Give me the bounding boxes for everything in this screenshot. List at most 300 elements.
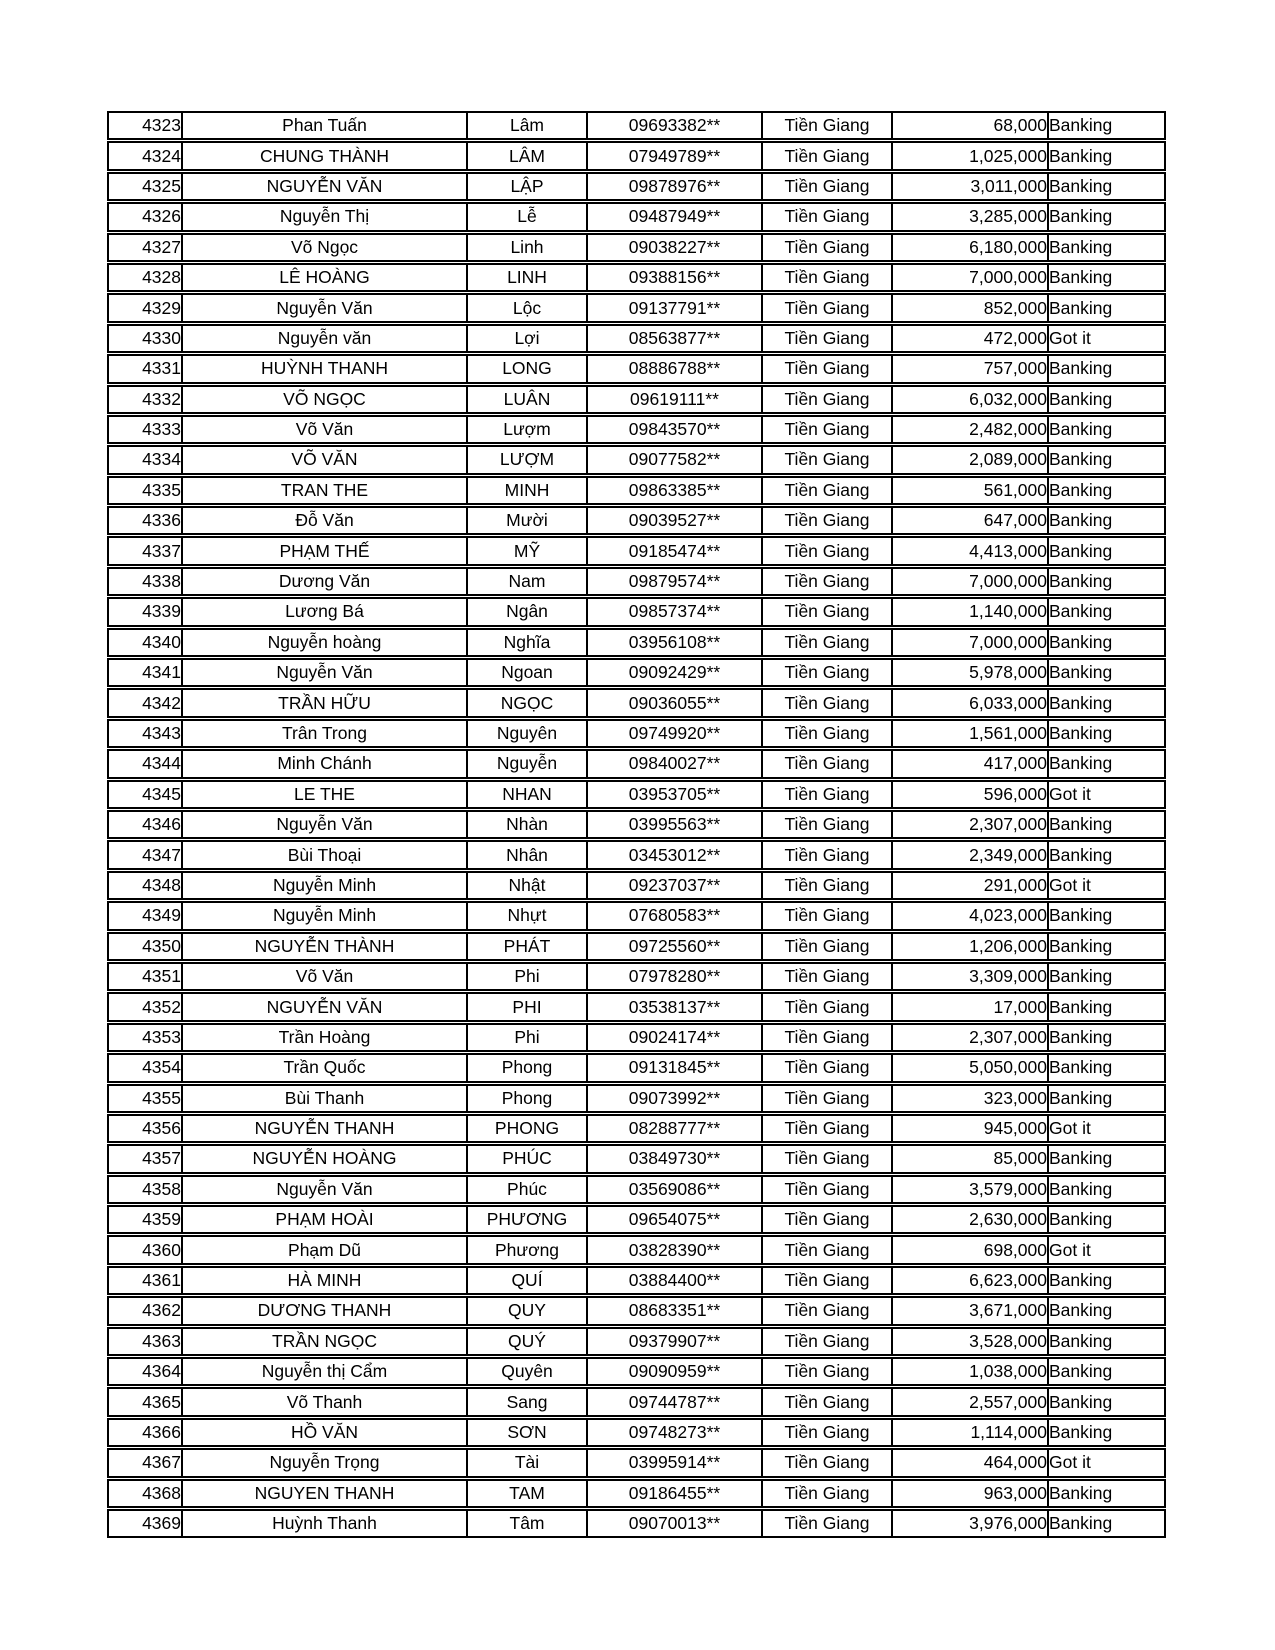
amount-cell: 852,000 (893, 293, 1049, 322)
first-name-cell: Dương Văn (183, 567, 468, 596)
status-cell: Banking (1049, 901, 1166, 930)
province-cell: Tiền Giang (763, 810, 893, 839)
first-name-cell: Nguyễn Văn (183, 293, 468, 322)
amount-cell: 2,557,000 (893, 1387, 1049, 1416)
row-id-cell: 4347 (107, 840, 183, 869)
amount-cell: 5,050,000 (893, 1053, 1049, 1082)
province-cell: Tiền Giang (763, 172, 893, 201)
first-name-cell: NGUYỄN THÀNH (183, 932, 468, 961)
status-cell: Banking (1049, 628, 1166, 657)
table-row (107, 445, 1166, 474)
row-id-cell: 4329 (107, 293, 183, 322)
province-cell: Tiền Giang (763, 324, 893, 353)
amount-cell: 4,023,000 (893, 901, 1049, 930)
table-row (107, 385, 1166, 414)
province-cell: Tiền Giang (763, 385, 893, 414)
province-cell: Tiền Giang (763, 1296, 893, 1325)
phone-cell: 09077582** (588, 445, 763, 474)
amount-cell: 323,000 (893, 1084, 1049, 1113)
table-row (107, 1509, 1166, 1538)
last-name-cell: QUÝ (468, 1327, 588, 1356)
status-cell: Banking (1049, 354, 1166, 383)
amount-cell: 1,114,000 (893, 1418, 1049, 1447)
table-row (107, 1205, 1166, 1234)
last-name-cell: TAM (468, 1479, 588, 1508)
last-name-cell: Lộc (468, 293, 588, 322)
phone-cell: 08683351** (588, 1296, 763, 1325)
province-cell: Tiền Giang (763, 536, 893, 565)
status-cell: Banking (1049, 1266, 1166, 1295)
table-row (107, 1296, 1166, 1325)
first-name-cell: Nguyễn hoàng (183, 628, 468, 657)
first-name-cell: PHẠM THẾ (183, 536, 468, 565)
status-cell: Banking (1049, 962, 1166, 991)
first-name-cell: LE THE (183, 780, 468, 809)
amount-cell: 3,579,000 (893, 1175, 1049, 1204)
table-row (107, 1479, 1166, 1508)
table-row (107, 992, 1166, 1021)
first-name-cell: Nguyễn Văn (183, 658, 468, 687)
status-cell: Banking (1049, 992, 1166, 1021)
status-cell: Got it (1049, 780, 1166, 809)
row-id-cell: 4349 (107, 901, 183, 930)
table-row (107, 1387, 1166, 1416)
last-name-cell: Linh (468, 233, 588, 262)
status-cell: Banking (1049, 445, 1166, 474)
phone-cell: 03828390** (588, 1235, 763, 1264)
amount-cell: 472,000 (893, 324, 1049, 353)
last-name-cell: Tâm (468, 1509, 588, 1538)
last-name-cell: Nghĩa (468, 628, 588, 657)
amount-cell: 561,000 (893, 476, 1049, 505)
province-cell: Tiền Giang (763, 840, 893, 869)
last-name-cell: Nhàn (468, 810, 588, 839)
phone-cell: 09092429** (588, 658, 763, 687)
status-cell: Banking (1049, 1205, 1166, 1234)
row-id-cell: 4363 (107, 1327, 183, 1356)
amount-cell: 2,630,000 (893, 1205, 1049, 1234)
row-id-cell: 4355 (107, 1084, 183, 1113)
status-cell: Banking (1049, 263, 1166, 292)
row-id-cell: 4332 (107, 385, 183, 414)
first-name-cell: LÊ HOÀNG (183, 263, 468, 292)
table-row (107, 962, 1166, 991)
amount-cell: 7,000,000 (893, 628, 1049, 657)
first-name-cell: Phan Tuấn (183, 111, 468, 140)
province-cell: Tiền Giang (763, 1418, 893, 1447)
last-name-cell: NHAN (468, 780, 588, 809)
first-name-cell: Nguyễn Minh (183, 871, 468, 900)
first-name-cell: TRẦN HỮU (183, 688, 468, 717)
last-name-cell: Lượm (468, 415, 588, 444)
first-name-cell: Võ Văn (183, 962, 468, 991)
province-cell: Tiền Giang (763, 1357, 893, 1386)
table-row (107, 1266, 1166, 1295)
table-row (107, 1235, 1166, 1264)
amount-cell: 6,623,000 (893, 1266, 1049, 1295)
province-cell: Tiền Giang (763, 263, 893, 292)
phone-cell: 09379907** (588, 1327, 763, 1356)
first-name-cell: HỒ VĂN (183, 1418, 468, 1447)
amount-cell: 963,000 (893, 1479, 1049, 1508)
status-cell: Banking (1049, 932, 1166, 961)
table-row (107, 1053, 1166, 1082)
table-row (107, 506, 1166, 535)
last-name-cell: Quyên (468, 1357, 588, 1386)
amount-cell: 1,206,000 (893, 932, 1049, 961)
status-cell: Banking (1049, 719, 1166, 748)
last-name-cell: Phong (468, 1053, 588, 1082)
province-cell: Tiền Giang (763, 233, 893, 262)
last-name-cell: Nam (468, 567, 588, 596)
province-cell: Tiền Giang (763, 597, 893, 626)
amount-cell: 3,976,000 (893, 1509, 1049, 1538)
status-cell: Banking (1049, 810, 1166, 839)
phone-cell: 09237037** (588, 871, 763, 900)
last-name-cell: PHÚC (468, 1144, 588, 1173)
row-id-cell: 4356 (107, 1114, 183, 1143)
phone-cell: 09090959** (588, 1357, 763, 1386)
province-cell: Tiền Giang (763, 688, 893, 717)
last-name-cell: Lễ (468, 202, 588, 231)
first-name-cell: Võ Văn (183, 415, 468, 444)
province-cell: Tiền Giang (763, 962, 893, 991)
table-row (107, 871, 1166, 900)
row-id-cell: 4346 (107, 810, 183, 839)
table-row (107, 1357, 1166, 1386)
first-name-cell: NGUYỄN VĂN (183, 172, 468, 201)
amount-cell: 698,000 (893, 1235, 1049, 1264)
table-row (107, 202, 1166, 231)
province-cell: Tiền Giang (763, 293, 893, 322)
amount-cell: 647,000 (893, 506, 1049, 535)
amount-cell: 757,000 (893, 354, 1049, 383)
row-id-cell: 4350 (107, 932, 183, 961)
status-cell: Banking (1049, 1144, 1166, 1173)
phone-cell: 09131845** (588, 1053, 763, 1082)
row-id-cell: 4366 (107, 1418, 183, 1447)
province-cell: Tiền Giang (763, 992, 893, 1021)
row-id-cell: 4345 (107, 780, 183, 809)
last-name-cell: Tài (468, 1448, 588, 1477)
row-id-cell: 4338 (107, 567, 183, 596)
amount-cell: 3,528,000 (893, 1327, 1049, 1356)
first-name-cell: HÀ MINH (183, 1266, 468, 1295)
status-cell: Banking (1049, 111, 1166, 140)
amount-cell: 291,000 (893, 871, 1049, 900)
first-name-cell: Minh Chánh (183, 749, 468, 778)
amount-cell: 6,032,000 (893, 385, 1049, 414)
row-id-cell: 4324 (107, 141, 183, 170)
phone-cell: 03849730** (588, 1144, 763, 1173)
table-row (107, 1144, 1166, 1173)
province-cell: Tiền Giang (763, 1235, 893, 1264)
last-name-cell: QUÍ (468, 1266, 588, 1295)
province-cell: Tiền Giang (763, 780, 893, 809)
row-id-cell: 4333 (107, 415, 183, 444)
first-name-cell: Đỗ Văn (183, 506, 468, 535)
status-cell: Banking (1049, 840, 1166, 869)
phone-cell: 09619111** (588, 385, 763, 414)
phone-cell: 07978280** (588, 962, 763, 991)
last-name-cell: NGỌC (468, 688, 588, 717)
table-row (107, 476, 1166, 505)
phone-cell: 08563877** (588, 324, 763, 353)
phone-cell: 09137791** (588, 293, 763, 322)
last-name-cell: LƯỢM (468, 445, 588, 474)
amount-cell: 6,180,000 (893, 233, 1049, 262)
table-row (107, 172, 1166, 201)
row-id-cell: 4328 (107, 263, 183, 292)
first-name-cell: NGUYỄN THANH (183, 1114, 468, 1143)
phone-cell: 03953705** (588, 780, 763, 809)
row-id-cell: 4342 (107, 688, 183, 717)
phone-cell: 09843570** (588, 415, 763, 444)
table-row (107, 1327, 1166, 1356)
province-cell: Tiền Giang (763, 141, 893, 170)
last-name-cell: Nhật (468, 871, 588, 900)
first-name-cell: Huỳnh Thanh (183, 1509, 468, 1538)
amount-cell: 417,000 (893, 749, 1049, 778)
row-id-cell: 4325 (107, 172, 183, 201)
table-row (107, 111, 1166, 140)
first-name-cell: Nguyễn Văn (183, 810, 468, 839)
status-cell: Banking (1049, 293, 1166, 322)
amount-cell: 3,309,000 (893, 962, 1049, 991)
last-name-cell: MINH (468, 476, 588, 505)
row-id-cell: 4330 (107, 324, 183, 353)
province-cell: Tiền Giang (763, 1175, 893, 1204)
first-name-cell: NGUYEN THANH (183, 1479, 468, 1508)
first-name-cell: Trần Quốc (183, 1053, 468, 1082)
table-row (107, 688, 1166, 717)
first-name-cell: VÕ VĂN (183, 445, 468, 474)
phone-cell: 03569086** (588, 1175, 763, 1204)
first-name-cell: NGUYỄN HOÀNG (183, 1144, 468, 1173)
status-cell: Banking (1049, 1023, 1166, 1052)
status-cell: Banking (1049, 415, 1166, 444)
status-cell: Banking (1049, 1357, 1166, 1386)
last-name-cell: Mười (468, 506, 588, 535)
phone-cell: 03995914** (588, 1448, 763, 1477)
row-id-cell: 4327 (107, 233, 183, 262)
status-cell: Banking (1049, 688, 1166, 717)
amount-cell: 2,307,000 (893, 810, 1049, 839)
status-cell: Banking (1049, 1387, 1166, 1416)
first-name-cell: VÕ NGỌC (183, 385, 468, 414)
table-row (107, 293, 1166, 322)
amount-cell: 7,000,000 (893, 567, 1049, 596)
province-cell: Tiền Giang (763, 1084, 893, 1113)
table-row (107, 840, 1166, 869)
last-name-cell: Ngoan (468, 658, 588, 687)
province-cell: Tiền Giang (763, 932, 893, 961)
amount-cell: 2,089,000 (893, 445, 1049, 474)
last-name-cell: LÂM (468, 141, 588, 170)
status-cell: Banking (1049, 1479, 1166, 1508)
amount-cell: 68,000 (893, 111, 1049, 140)
first-name-cell: Trân Trong (183, 719, 468, 748)
phone-cell: 09863385** (588, 476, 763, 505)
amount-cell: 7,000,000 (893, 263, 1049, 292)
status-cell: Banking (1049, 1175, 1166, 1204)
table-row (107, 1418, 1166, 1447)
last-name-cell: LINH (468, 263, 588, 292)
phone-cell: 08288777** (588, 1114, 763, 1143)
last-name-cell: Nguyên (468, 719, 588, 748)
table-row (107, 324, 1166, 353)
row-id-cell: 4348 (107, 871, 183, 900)
last-name-cell: Phúc (468, 1175, 588, 1204)
first-name-cell: Võ Ngọc (183, 233, 468, 262)
records-table-body (107, 111, 1166, 1538)
table-row (107, 658, 1166, 687)
row-id-cell: 4343 (107, 719, 183, 748)
status-cell: Banking (1049, 172, 1166, 201)
province-cell: Tiền Giang (763, 1266, 893, 1295)
status-cell: Banking (1049, 1053, 1166, 1082)
phone-cell: 09749920** (588, 719, 763, 748)
amount-cell: 2,349,000 (893, 840, 1049, 869)
first-name-cell: Bùi Thanh (183, 1084, 468, 1113)
first-name-cell: TRAN THE (183, 476, 468, 505)
status-cell: Banking (1049, 476, 1166, 505)
phone-cell: 09388156** (588, 263, 763, 292)
phone-cell: 09748273** (588, 1418, 763, 1447)
row-id-cell: 4339 (107, 597, 183, 626)
phone-cell: 09857374** (588, 597, 763, 626)
first-name-cell: Nguyễn Minh (183, 901, 468, 930)
first-name-cell: NGUYỄN VĂN (183, 992, 468, 1021)
status-cell: Banking (1049, 1084, 1166, 1113)
last-name-cell: PHƯƠNG (468, 1205, 588, 1234)
first-name-cell: Nguyễn Trọng (183, 1448, 468, 1477)
phone-cell: 09725560** (588, 932, 763, 961)
row-id-cell: 4353 (107, 1023, 183, 1052)
status-cell: Banking (1049, 597, 1166, 626)
amount-cell: 6,033,000 (893, 688, 1049, 717)
phone-cell: 03956108** (588, 628, 763, 657)
first-name-cell: PHẠM HOÀI (183, 1205, 468, 1234)
table-row (107, 597, 1166, 626)
first-name-cell: Bùi Thoại (183, 840, 468, 869)
phone-cell: 09185474** (588, 536, 763, 565)
row-id-cell: 4334 (107, 445, 183, 474)
status-cell: Banking (1049, 1418, 1166, 1447)
last-name-cell: LONG (468, 354, 588, 383)
phone-cell: 07949789** (588, 141, 763, 170)
amount-cell: 1,038,000 (893, 1357, 1049, 1386)
amount-cell: 2,307,000 (893, 1023, 1049, 1052)
row-id-cell: 4360 (107, 1235, 183, 1264)
phone-cell: 09024174** (588, 1023, 763, 1052)
row-id-cell: 4326 (107, 202, 183, 231)
province-cell: Tiền Giang (763, 871, 893, 900)
phone-cell: 09070013** (588, 1509, 763, 1538)
records-table (107, 110, 1166, 1539)
province-cell: Tiền Giang (763, 476, 893, 505)
table-row (107, 780, 1166, 809)
last-name-cell: PHI (468, 992, 588, 1021)
phone-cell: 09879574** (588, 567, 763, 596)
row-id-cell: 4344 (107, 749, 183, 778)
last-name-cell: Sang (468, 1387, 588, 1416)
phone-cell: 09744787** (588, 1387, 763, 1416)
table-row (107, 1084, 1166, 1113)
province-cell: Tiền Giang (763, 1479, 893, 1508)
first-name-cell: Trần Hoàng (183, 1023, 468, 1052)
first-name-cell: DƯƠNG THANH (183, 1296, 468, 1325)
last-name-cell: Nguyễn (468, 749, 588, 778)
amount-cell: 3,011,000 (893, 172, 1049, 201)
row-id-cell: 4365 (107, 1387, 183, 1416)
first-name-cell: Lương Bá (183, 597, 468, 626)
status-cell: Banking (1049, 1327, 1166, 1356)
province-cell: Tiền Giang (763, 202, 893, 231)
row-id-cell: 4367 (107, 1448, 183, 1477)
province-cell: Tiền Giang (763, 1205, 893, 1234)
amount-cell: 3,285,000 (893, 202, 1049, 231)
table-row (107, 263, 1166, 292)
phone-cell: 09487949** (588, 202, 763, 231)
province-cell: Tiền Giang (763, 354, 893, 383)
table-row (107, 141, 1166, 170)
last-name-cell: MỸ (468, 536, 588, 565)
province-cell: Tiền Giang (763, 1448, 893, 1477)
first-name-cell: TRẦN NGỌC (183, 1327, 468, 1356)
table-row (107, 1114, 1166, 1143)
table-row (107, 810, 1166, 839)
row-id-cell: 4362 (107, 1296, 183, 1325)
table-row (107, 1175, 1166, 1204)
last-name-cell: Lâm (468, 111, 588, 140)
amount-cell: 3,671,000 (893, 1296, 1049, 1325)
province-cell: Tiền Giang (763, 506, 893, 535)
table-row (107, 415, 1166, 444)
row-id-cell: 4341 (107, 658, 183, 687)
province-cell: Tiền Giang (763, 658, 893, 687)
row-id-cell: 4337 (107, 536, 183, 565)
status-cell: Got it (1049, 871, 1166, 900)
row-id-cell: 4354 (107, 1053, 183, 1082)
status-cell: Banking (1049, 749, 1166, 778)
first-name-cell: HUỲNH THANH (183, 354, 468, 383)
phone-cell: 03995563** (588, 810, 763, 839)
province-cell: Tiền Giang (763, 415, 893, 444)
status-cell: Banking (1049, 536, 1166, 565)
phone-cell: 03538137** (588, 992, 763, 1021)
row-id-cell: 4352 (107, 992, 183, 1021)
table-row (107, 536, 1166, 565)
phone-cell: 07680583** (588, 901, 763, 930)
phone-cell: 03453012** (588, 840, 763, 869)
first-name-cell: Nguyễn Văn (183, 1175, 468, 1204)
first-name-cell: CHUNG THÀNH (183, 141, 468, 170)
row-id-cell: 4323 (107, 111, 183, 140)
status-cell: Banking (1049, 233, 1166, 262)
province-cell: Tiền Giang (763, 628, 893, 657)
phone-cell: 09654075** (588, 1205, 763, 1234)
province-cell: Tiền Giang (763, 1144, 893, 1173)
province-cell: Tiền Giang (763, 719, 893, 748)
province-cell: Tiền Giang (763, 1114, 893, 1143)
last-name-cell: PHÁT (468, 932, 588, 961)
phone-cell: 09036055** (588, 688, 763, 717)
province-cell: Tiền Giang (763, 749, 893, 778)
status-cell: Got it (1049, 1448, 1166, 1477)
table-row (107, 901, 1166, 930)
status-cell: Got it (1049, 1235, 1166, 1264)
